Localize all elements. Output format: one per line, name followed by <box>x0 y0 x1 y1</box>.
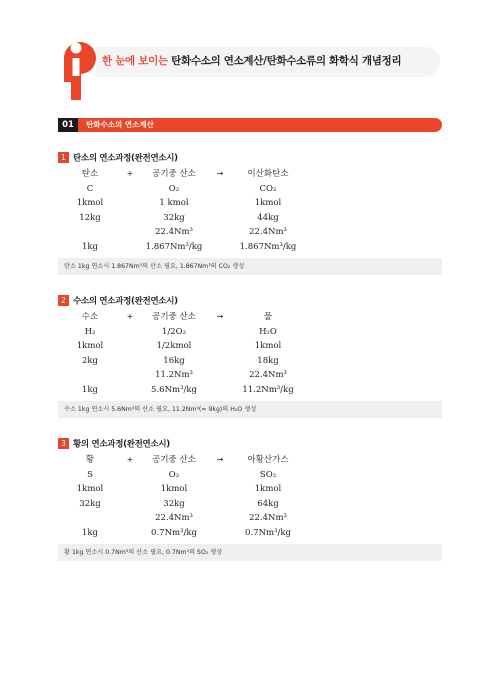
section-number: 01 <box>58 118 78 132</box>
reaction-cell: 1.867Nm³/kg <box>239 241 297 252</box>
block-title: 탄소의 연소과정(완전연소시) <box>73 153 178 164</box>
reaction-cell: 1kg <box>82 527 98 538</box>
summary-note: 탄소 1kg 연소시 1.867Nm³의 산소 필요, 1.867Nm³의 CO₂ 생성 <box>58 258 442 275</box>
reaction-cell: 1/2kmol <box>156 341 192 351</box>
page-title <box>102 53 401 68</box>
reaction-cell: O₂ <box>168 469 180 480</box>
reaction-cell: 수소 <box>81 312 99 322</box>
reaction-cell: 1kmol <box>76 484 104 494</box>
reaction-cell: 0.7Nm³/kg <box>151 527 197 538</box>
reaction-row <box>58 339 442 354</box>
reaction-cell: 32kg <box>163 498 185 509</box>
summary-note: 수소 1kg 연소시 5.6Nm³의 산소 필요, 11.2Nm³(= 9kg)의 H₂O 생성 <box>58 401 442 418</box>
reaction-cell: 0.7Nm³/kg <box>245 527 291 538</box>
reaction-cell: 1/2O₂ <box>161 326 187 337</box>
reaction-cell: S <box>87 469 93 480</box>
reaction-cell: 1kmol <box>254 341 282 351</box>
reaction-cell: 12kg <box>79 212 101 223</box>
reaction-cell: 32kg <box>163 212 185 223</box>
reaction-cell: 22.4Nm³ <box>249 370 287 380</box>
reaction-cell: 16kg <box>163 355 185 366</box>
block-title: 황의 연소과정(완전연소시) <box>73 439 170 450</box>
reaction-cell: 1kmol <box>76 341 104 351</box>
reaction-cell: 22.4Nm³ <box>249 227 287 237</box>
reaction-row <box>58 482 442 497</box>
reaction-table <box>58 167 442 254</box>
reaction-row <box>58 468 442 483</box>
reaction-row <box>58 225 442 240</box>
brand-logo <box>58 36 98 100</box>
reaction-cell: C <box>86 183 94 194</box>
reaction-row <box>58 310 442 325</box>
reaction-cell: 1kmol <box>254 484 282 494</box>
block-heading <box>58 147 178 164</box>
reaction-cell: 이산화탄소 <box>247 169 289 179</box>
block-title: 수소의 연소과정(완전연소시) <box>73 296 178 307</box>
reaction-row <box>58 211 442 226</box>
reaction-row <box>58 511 442 526</box>
reaction-row <box>58 240 442 255</box>
reaction-cell: 1kmol <box>254 198 282 208</box>
reaction-cell: + <box>126 455 134 464</box>
reaction-cell: 2kg <box>82 355 98 366</box>
reaction-cell: CO₂ <box>259 183 277 194</box>
reaction-cell: 1kmol <box>76 198 104 208</box>
reaction-cell: → <box>216 312 224 321</box>
reaction-cell: H₂O <box>259 326 277 337</box>
reaction-row <box>58 453 442 468</box>
reaction-row <box>58 325 442 340</box>
reaction-cell: O₂ <box>168 183 180 194</box>
reaction-cell: + <box>126 312 134 321</box>
reaction-cell: 44kg <box>257 212 279 223</box>
reaction-cell: 1kmol <box>160 484 188 494</box>
reaction-cell: 황 <box>85 455 95 465</box>
reaction-cell: H₂ <box>84 326 96 337</box>
reaction-cell: 1kg <box>82 241 98 252</box>
reaction-cell: 5.6Nm³/kg <box>151 384 197 395</box>
reaction-cell: 22.4Nm³ <box>249 513 287 523</box>
reaction-cell: 물 <box>263 312 273 322</box>
block-number: 2 <box>58 295 69 306</box>
block-heading <box>58 290 178 307</box>
reaction-cell: 공기중 산소 <box>152 169 196 179</box>
reaction-row <box>58 497 442 512</box>
reaction-cell: 1kg <box>82 384 98 395</box>
reaction-cell: 공기중 산소 <box>152 455 196 465</box>
reaction-cell: 1 kmol <box>159 198 189 208</box>
reaction-cell: 18kg <box>257 355 279 366</box>
reaction-cell: 22.4Nm³ <box>155 227 193 237</box>
reaction-cell: 아황산가스 <box>247 455 289 465</box>
reaction-cell: 22.4Nm³ <box>155 513 193 523</box>
section-header <box>58 118 442 132</box>
page-title-accent: 한 눈에 보이는 <box>102 55 168 67</box>
block-heading <box>58 433 170 450</box>
reaction-row <box>58 354 442 369</box>
block-number: 1 <box>58 152 69 163</box>
reaction-row <box>58 182 442 197</box>
reaction-cell: 32kg <box>79 498 101 509</box>
reaction-cell: SO₂ <box>259 469 277 480</box>
summary-note: 황 1kg 연소시 0.7Nm³의 산소 필요, 0.7Nm³의 SO₂ 생성 <box>58 544 442 561</box>
reaction-cell: + <box>126 169 134 178</box>
reaction-row <box>58 383 442 398</box>
reaction-cell: 11.2Nm³/kg <box>242 384 294 395</box>
reaction-row <box>58 167 442 182</box>
page-title-main: 탄화수소의 연소계산/탄화수소류의 화학식 개념정리 <box>171 55 402 67</box>
reaction-cell: 탄소 <box>81 169 99 179</box>
reaction-cell: → <box>216 169 224 178</box>
reaction-row <box>58 368 442 383</box>
reaction-cell: 공기중 산소 <box>152 312 196 322</box>
reaction-table <box>58 453 442 540</box>
block-number: 3 <box>58 438 69 449</box>
section-label: 탄화수소의 연소계산 <box>78 118 442 132</box>
reaction-cell: → <box>216 455 224 464</box>
reaction-row <box>58 526 442 541</box>
reaction-cell: 64kg <box>257 498 279 509</box>
reaction-cell: 11.2Nm³ <box>155 370 193 380</box>
reaction-row <box>58 196 442 211</box>
reaction-cell: 1.867Nm³/kg <box>145 241 203 252</box>
reaction-table <box>58 310 442 397</box>
